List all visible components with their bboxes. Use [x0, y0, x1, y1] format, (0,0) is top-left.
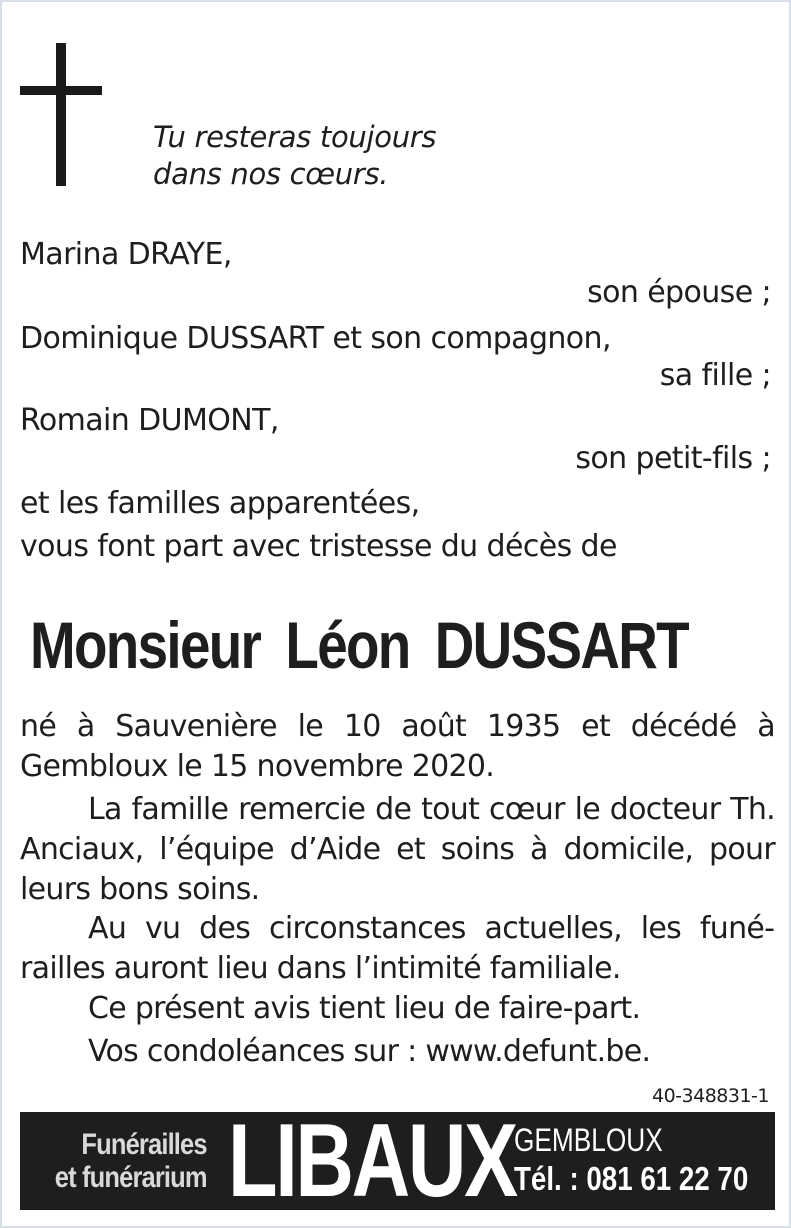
services-line-2: et funérarium	[55, 1161, 207, 1194]
family-relation-3: son petit-fils ;	[575, 441, 771, 476]
thanks-paragraph: La famille remercie de tout cœur le docteur Th. Anciaux, l’équipe d’Aide et soins à domicile, pour leurs bons soins.	[20, 792, 775, 907]
family-name-2: Dominique DUSSART et son compagnon,	[20, 321, 611, 356]
intro-line-2: vous font part avec tristesse du décès de	[20, 529, 617, 564]
memorial-quote	[153, 119, 436, 193]
intro-line-1: et les familles apparentées,	[20, 486, 420, 521]
quote-line-2: dans nos cœurs.	[153, 157, 389, 191]
funeral-home-phone: Tél. : 081 61 22 70	[514, 1160, 749, 1197]
family-name-3: Romain DUMONT,	[20, 403, 279, 438]
cross-icon	[56, 43, 66, 186]
services-line-1: Funérailles	[81, 1128, 207, 1161]
funeral-paragraph: Au vu des circonstances actuelles, les funérailles auront lieu dans l’intimité familiale.	[20, 911, 775, 986]
cross-icon-bar	[20, 86, 102, 95]
notice-paragraph: Ce présent avis tient lieu de faire-part.	[88, 991, 641, 1026]
condolences-paragraph: Vos condoléances sur : www.defunt.be.	[88, 1034, 651, 1069]
family-relation-2: sa fille ;	[659, 358, 771, 393]
family-name-1: Marina DRAYE,	[20, 237, 232, 272]
funeral-home-brand: LIBAUX	[228, 1103, 516, 1219]
funeral-home-city: GEMBLOUX	[514, 1122, 663, 1158]
services-label	[55, 1128, 207, 1194]
reference-number: 40-348831-1	[651, 1085, 769, 1107]
funeral-home-banner	[20, 1103, 775, 1219]
quote-line-1: Tu resteras toujours	[153, 120, 437, 154]
deceased-name: Monsieur Léon DUSSART	[30, 608, 688, 682]
family-relation-1: son épouse ;	[587, 275, 771, 310]
birth-death-paragraph: né à Sauvenière le 10 août 1935 et décédé à Gembloux le 15 novembre 2020.	[20, 709, 775, 784]
